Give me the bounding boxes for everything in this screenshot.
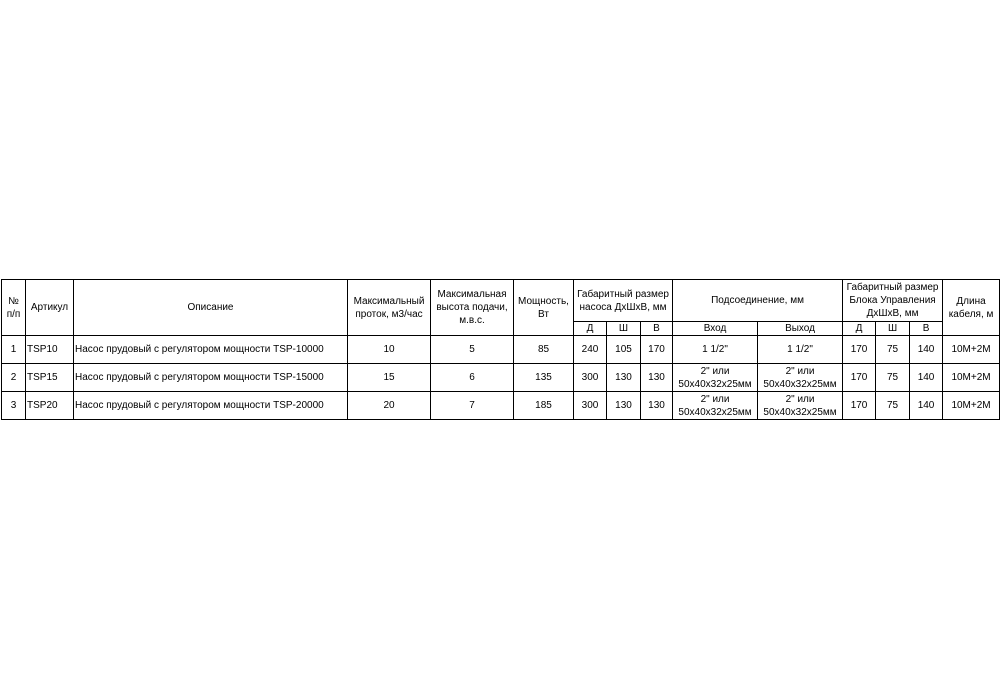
cell-description: Насос прудовый с регулятором мощности TSP-15000	[74, 364, 348, 392]
header-ctrl-h: В	[910, 322, 943, 336]
table-header	[2, 280, 1000, 336]
header-max-flow: Максимальный проток, м3/час	[348, 280, 431, 336]
cell-max-flow: 10	[348, 336, 431, 364]
cell-outlet: 2" или 50х40х32х25мм	[758, 392, 843, 420]
cell-ctrl-d: 170	[843, 392, 876, 420]
cell-pump-w: 105	[607, 336, 641, 364]
header-outlet: Выход	[758, 322, 843, 336]
cell-article: TSP20	[26, 392, 74, 420]
header-inlet: Вход	[673, 322, 758, 336]
header-cable: Длина кабеля, м	[943, 280, 1000, 336]
cell-inlet: 2" или 50х40х32х25мм	[673, 364, 758, 392]
cell-article: TSP10	[26, 336, 74, 364]
header-control-dims: Габаритный размер Блока Управления ДхШхВ, мм	[843, 280, 943, 322]
cell-ctrl-w: 75	[876, 392, 910, 420]
table-row	[2, 364, 1000, 392]
cell-pump-d: 300	[574, 364, 607, 392]
header-pump-w: Ш	[607, 322, 641, 336]
cell-max-head: 5	[431, 336, 514, 364]
header-max-head: Максимальная высота подачи, м.в.с.	[431, 280, 514, 336]
cell-inlet: 2" или 50х40х32х25мм	[673, 392, 758, 420]
header-power: Мощность, Вт	[514, 280, 574, 336]
cell-description: Насос прудовый с регулятором мощности TSP-20000	[74, 392, 348, 420]
cell-description: Насос прудовый с регулятором мощности TSP-10000	[74, 336, 348, 364]
cell-power: 185	[514, 392, 574, 420]
cell-ctrl-w: 75	[876, 336, 910, 364]
cell-cable: 10М+2М	[943, 364, 1000, 392]
cell-num: 2	[2, 364, 26, 392]
cell-ctrl-d: 170	[843, 336, 876, 364]
cell-max-flow: 20	[348, 392, 431, 420]
cell-max-head: 6	[431, 364, 514, 392]
cell-inlet: 1 1/2"	[673, 336, 758, 364]
cell-ctrl-d: 170	[843, 364, 876, 392]
cell-pump-h: 130	[641, 392, 673, 420]
cell-power: 135	[514, 364, 574, 392]
cell-ctrl-h: 140	[910, 364, 943, 392]
table-row	[2, 336, 1000, 364]
cell-ctrl-w: 75	[876, 364, 910, 392]
header-pump-h: В	[641, 322, 673, 336]
cell-pump-w: 130	[607, 364, 641, 392]
cell-ctrl-h: 140	[910, 392, 943, 420]
header-pump-dims: Габаритный размер насоса ДхШхВ, мм	[574, 280, 673, 322]
table-body	[2, 336, 1000, 420]
cell-max-head: 7	[431, 392, 514, 420]
header-num: № п/п	[2, 280, 26, 336]
cell-pump-d: 300	[574, 392, 607, 420]
cell-power: 85	[514, 336, 574, 364]
cell-max-flow: 15	[348, 364, 431, 392]
header-ctrl-w: Ш	[876, 322, 910, 336]
cell-cable: 10М+2М	[943, 392, 1000, 420]
cell-pump-d: 240	[574, 336, 607, 364]
table-row	[2, 392, 1000, 420]
cell-outlet: 1 1/2"	[758, 336, 843, 364]
header-description: Описание	[74, 280, 348, 336]
header-connection: Подсоединение, мм	[673, 280, 843, 322]
cell-pump-h: 170	[641, 336, 673, 364]
cell-article: TSP15	[26, 364, 74, 392]
cell-outlet: 2" или 50х40х32х25мм	[758, 364, 843, 392]
cell-num: 1	[2, 336, 26, 364]
cell-pump-h: 130	[641, 364, 673, 392]
header-pump-d: Д	[574, 322, 607, 336]
cell-ctrl-h: 140	[910, 336, 943, 364]
cell-cable: 10М+2М	[943, 336, 1000, 364]
header-ctrl-d: Д	[843, 322, 876, 336]
cell-pump-w: 130	[607, 392, 641, 420]
pump-spec-table	[1, 279, 1000, 420]
cell-num: 3	[2, 392, 26, 420]
header-article: Артикул	[26, 280, 74, 336]
